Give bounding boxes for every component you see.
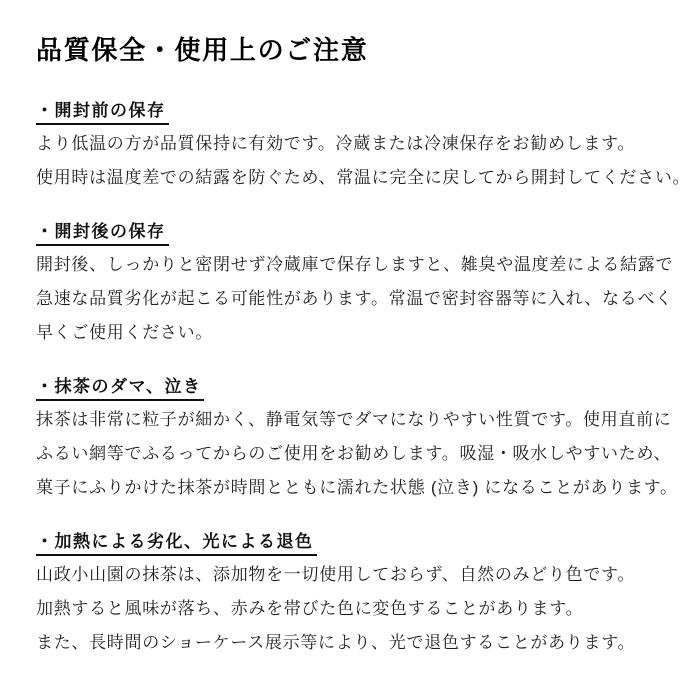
section-storage-before-opening	[36, 100, 700, 195]
body-line: また、長時間のショーケース展示等により、光で退色することがあります。	[36, 633, 636, 652]
section-heading-matcha-clumping-weeping: ・抹茶のダマ、泣き	[36, 376, 204, 401]
body-line: 急速な品質劣化が起こる可能性があります。常温で密封容器等に入れ、なるべく	[36, 289, 673, 308]
body-line: より低温の方が品質保持に有効です。冷蔵または冷凍保存をお勧めします。	[36, 134, 636, 153]
body-line: 使用時は温度差での結露を防ぐため、常温に完全に戻してから開封してください。	[36, 168, 691, 187]
section-heading-storage-after-opening: ・開封後の保存	[36, 221, 169, 246]
body-line: 山政小山園の抹茶は、添加物を一切使用しておらず、自然のみどり色です。	[36, 565, 636, 584]
body-line: 早くご使用ください。	[36, 323, 213, 342]
body-line: 開封後、しっかりと密閉せず冷蔵庫で保存しますと、雑臭や温度差による結露で	[36, 255, 674, 274]
section-storage-after-opening	[36, 221, 700, 350]
body-line: 抹茶は非常に粒子が細かく、静電気等でダマになりやすい性質です。使用直前に	[36, 410, 672, 429]
section-heading-heat-degradation-light-fading: ・加熱による劣化、光による退色	[36, 531, 317, 556]
section-heading-storage-before-opening: ・開封前の保存	[36, 100, 169, 125]
body-line: 菓子にふりかけた抹茶が時間とともに濡れた状態 (泣き) になることがあります。	[36, 478, 678, 497]
body-line: 加熱すると風味が落ち、赤みを帯びた色に変色することがあります。	[36, 599, 584, 618]
section-body	[36, 248, 700, 350]
section-body	[36, 403, 700, 505]
section-body	[36, 127, 700, 195]
body-line: ふるい網等でふるってからのご使用をお勧めします。吸湿・吸水しやすいため、	[36, 444, 672, 463]
section-body	[36, 558, 700, 660]
section-matcha-clumping-weeping	[36, 376, 700, 505]
page-title: 品質保全・使用上のご注意	[36, 35, 369, 65]
section-heat-degradation-light-fading	[36, 531, 700, 660]
